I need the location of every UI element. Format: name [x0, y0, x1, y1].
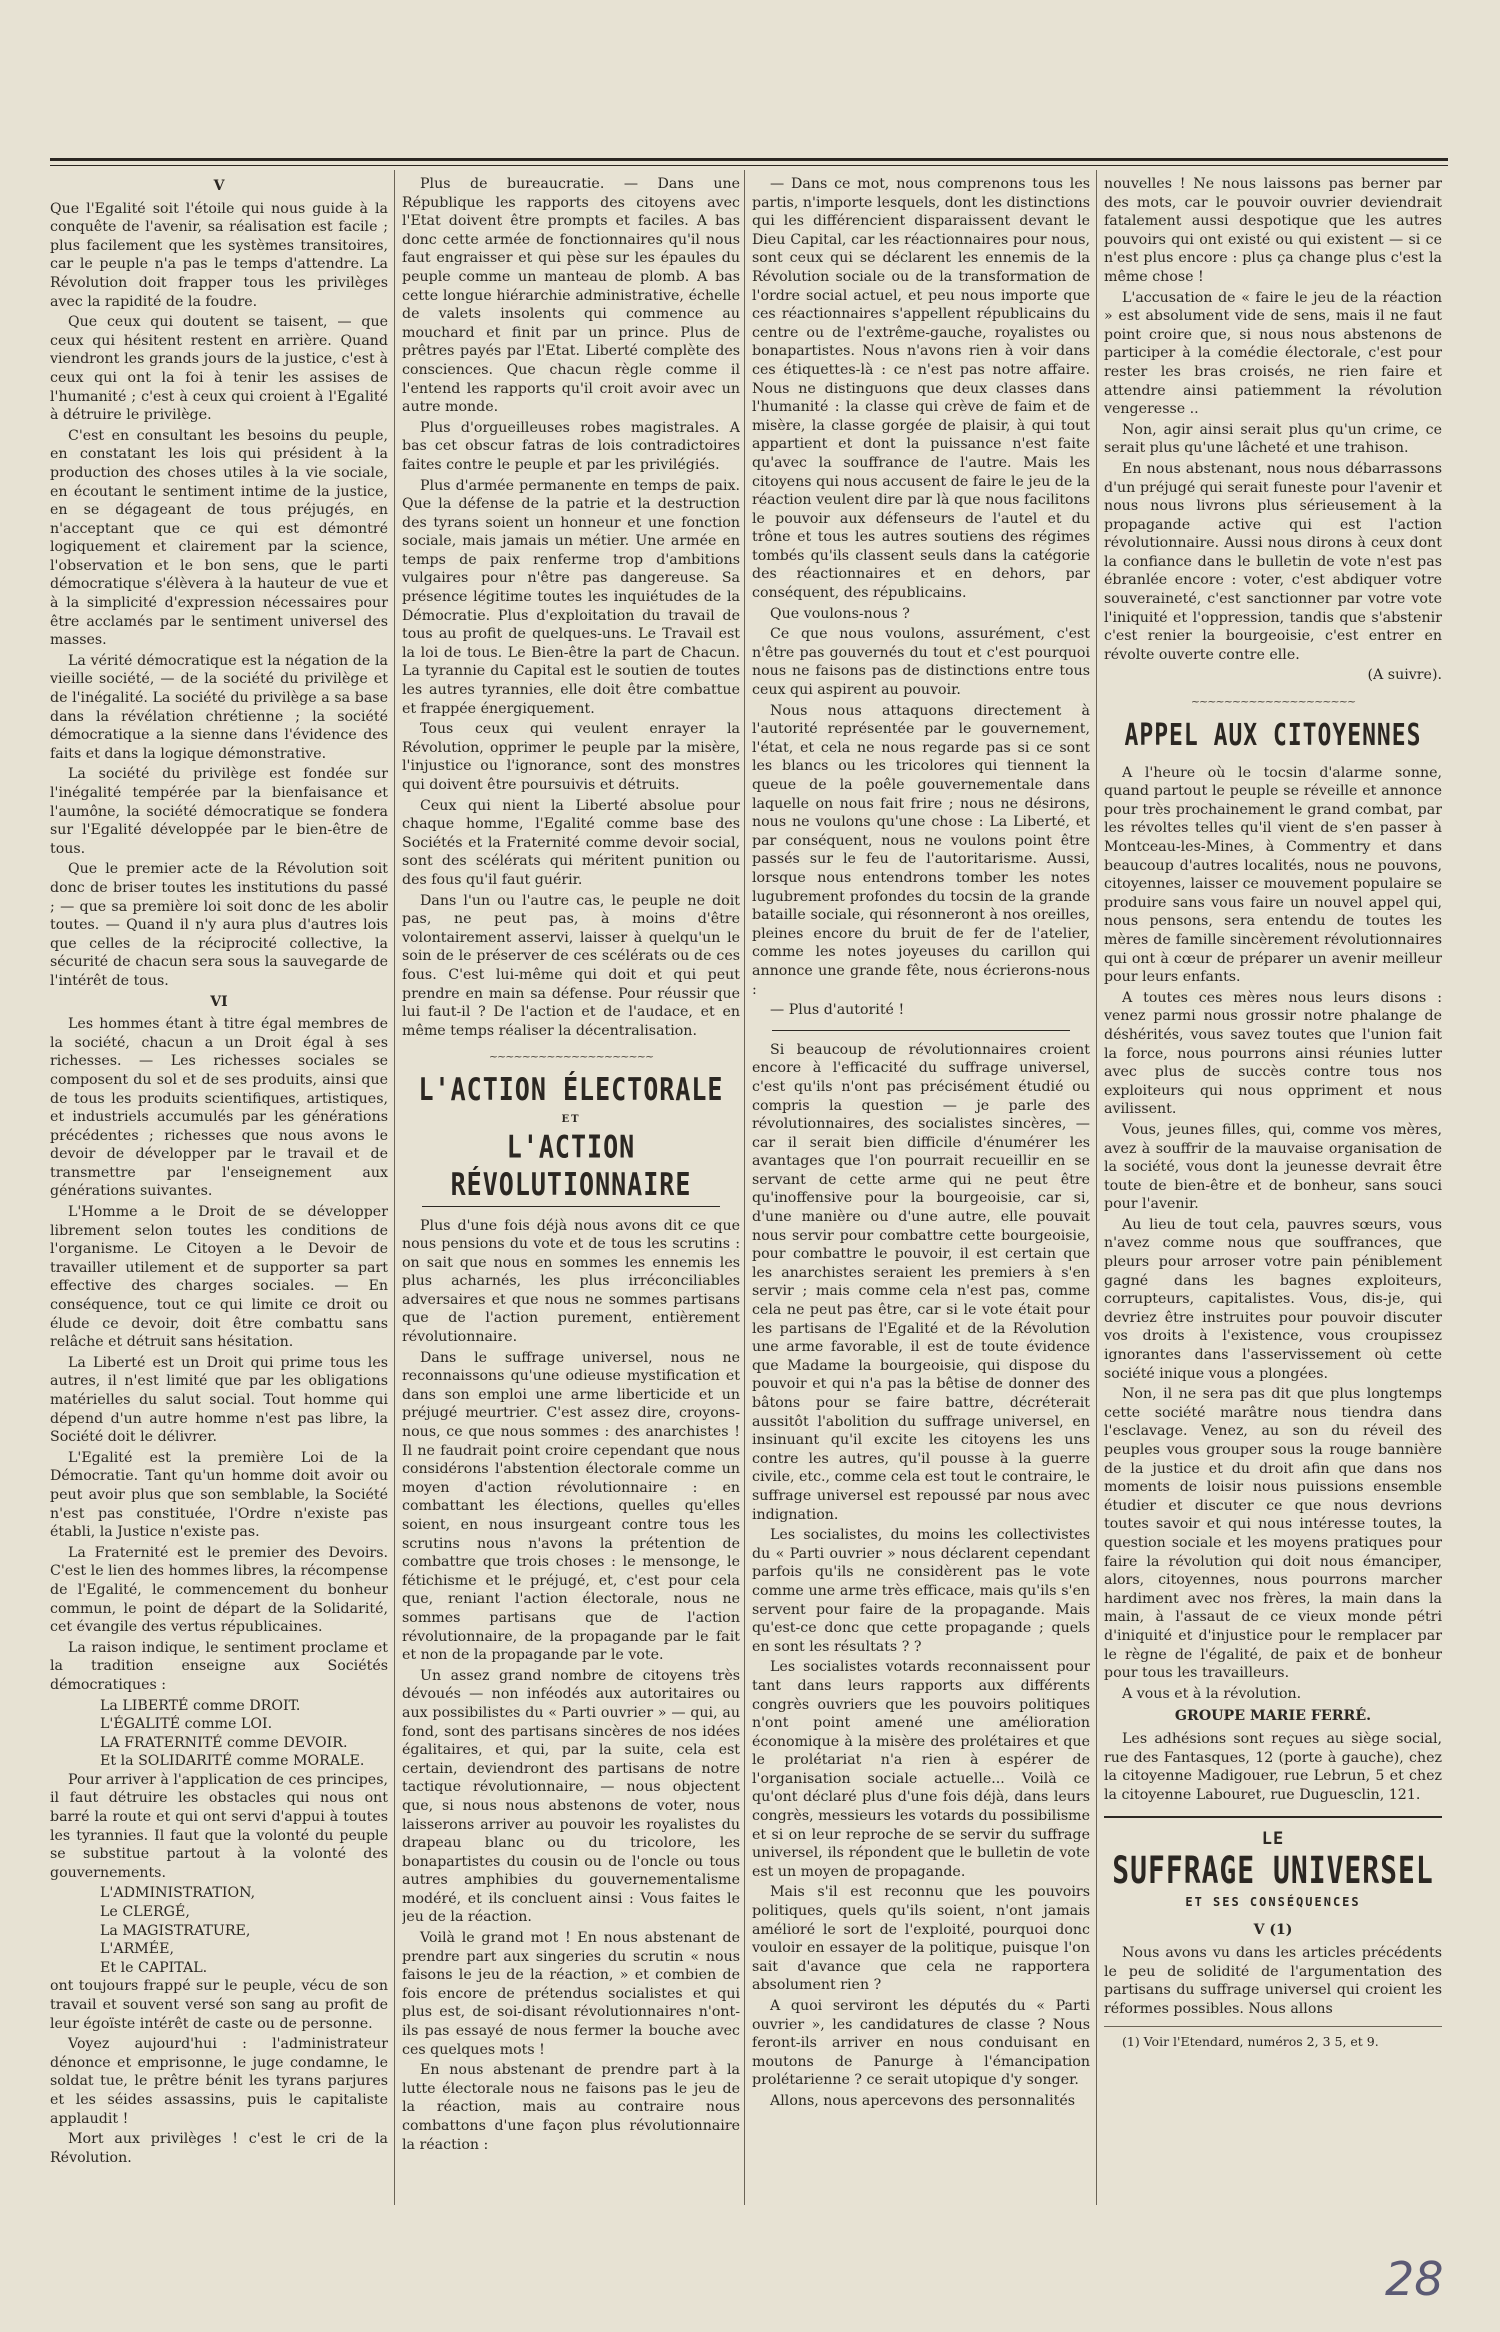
paragraph: Que le premier acte de la Révolution soit donc de briser toutes les institutions du passé ; — que sa première loi soit donc de les abolir toutes. — Quand il n'y aura plus d'autres lois que celles de la réciprocité collective, la sécurité de chacun sera sous la sauvegarde de l'intérêt de tous. [50, 861, 388, 989]
paragraph: Les socialistes, du moins les collectivistes du « Parti ouvrier » nous déclarent cependant parfois qu'ils ne considèrent pas le vote comme une arme très efficace, mais qu'ils s'en servent pour faire de la propagande. Mais qu'est-ce donc que cette propagande ; quels en sont les résultats ? ? [752, 1527, 1090, 1655]
paragraph: Au lieu de tout cela, pauvres sœurs, vous n'avez comme nous que souffrances, que pleurs pour arroser votre pain péniblement gagné dans les bagnes exploiteurs, corrupteurs, capitalistes. Vous, dis-je, qui devriez être instruites pour pouvoir discuter vos droits à l'existence, vous croupissez ignorantes dans l'asservissement où cette société inique vous a plongées. [1104, 1216, 1442, 1382]
paragraph: La raison indique, le sentiment proclame et la tradition enseigne aux Sociétés démocratiques : [50, 1639, 388, 1693]
paragraph: Un assez grand nombre de citoyens très dévoués — non inféodés aux autoritaires ou aux possibilistes du « Parti ouvrier » — qui, au fond, sont des partisans sincères de nos idées égalitaires, et qui, par la suite, cela est certain, deviendront des partisans de notre tactique révolutionnaire, — nous objectent que, si nous nous abstenons de voter, nous laisserons arriver au pouvoir les royalistes du drapeau blanc ou du tricolore, les bonapartistes du cousin ou de l'oncle ou tous autres amphibies du gouvernementalisme modéré, et ils concluent ainsi : Vous faites le jeu de la réaction. [402, 1667, 740, 1926]
divider [1104, 1816, 1442, 1818]
paragraph: La Fraternité est le premier des Devoirs. C'est le lien des hommes libres, la récompense de l'Egalité, le commencement du bonheur commun, le point de départ de la Solidarité, cet évangile des vertus républicaines. [50, 1544, 388, 1636]
list-item: Le CLERGÉ, [100, 1904, 190, 1921]
section-number: V [213, 178, 225, 194]
paragraph: Non, il ne sera pas dit que plus longtemps cette société marâtre nous tiendra dans l'esclavage. Venez, au son du réveil des peuples vous grouper sous la rouge bannière de la justice et du droit afin que dans nos moments de loisir nous puissions ensemble étudier et discuter ce que nous devrions toutes savoir et qui nous intéresse toutes, la question sociale et les moyens pratiques pour faire la révolution qui doit nous émanciper, alors, citoyennes, nous pourrons marcher hardiment avec nos frères, la main dans la main, à l'assaut de ce vieux monde pétri d'iniquité et d'injustice pour le remplacer par le règne de l'égalité, de paix et de bonheur pour tous les travailleurs. [1104, 1386, 1442, 1682]
paragraph: Mais s'il est reconnu que les pouvoirs politiques, quels qu'ils soient, n'ont jamais amélioré le sort de l'exploité, pourquoi donc vouloir en essayer de la politique, puisque l'on sait d'avance que cela ne rapportera absolument rien ? [752, 1884, 1090, 1994]
footnote: (1) Voir l'Etendard, numéros 2, 3 5, et 9. [1104, 2026, 1442, 2052]
paragraph: C'est en consultant les besoins du peuple, en constatant les lois qui président à la production des choses utiles à la vie sociale, en écoutant le sentiment intime de la justice, en se dégageant de tous préjugés, en n'acceptant que ce qui est démontré logiquement et clairement par la science, l'observation et le bon sens, que le parti démocratique s'élèvera à la hauteur de vue et à la simplicité d'expression nécessaires pour être acclamés par le sentiment universel des masses. [50, 427, 388, 649]
paragraph: Non, agir ainsi serait plus qu'un crime, ce serait plus qu'une lâcheté et une trahison. [1104, 421, 1442, 457]
column-separator [394, 170, 395, 2205]
paragraph: La Liberté est un Droit qui prime tous les autres, il n'est limité que par les obligations matérielles du salut social. Tout homme qui dépend d'un autre homme n'est pas libre, la Société doit le délivrer. [50, 1354, 388, 1446]
paragraph: A quoi serviront les députés du « Parti ouvrier », les candidatures de classe ? Nous feront-ils arriver en nous conduisant en moutons de Panurge à l'émancipation prolétarienne ? ce serait utopique d'y songer. [752, 1998, 1090, 2089]
paragraph: — Dans ce mot, nous comprenons tous les partis, n'importe lesquels, dont les distinctions qui les différencient disparaissent devant le Dieu Capital, car les réactionnaires pour nous, sont ceux qui se déclarent les ennemis de la Révolution sociale ou de la transformation de l'ordre social actuel, et peu nous importe que ces réactionnaires s'appellent républicains du centre ou de l'extrême-gauche, royalistes ou bonapartistes. Nous n'avons rien à voir dans ces étiquettes-là : ce n'est pas notre affaire. Nous ne distinguons que deux classes dans l'humanité : la classe qui crève de faim et de misère, la classe gorgée de plaisir, à qui tout appartient et dont la puissance n'est faite qu'avec la souffrance de l'autre. Mais les citoyens qui nous accusent de faire le jeu de la réaction veulent dire par là que nous facilitons le pouvoir aux défenseurs de l'autel et du trône et tous les autres soutiens des régimes tombés qu'ils classent seuls dans la catégorie des réactionnaires et en dehors, par conséquent, des républicains. [752, 176, 1090, 602]
section-number: VI [210, 993, 228, 1010]
article-subtitle: ET SES CONSÉQUENCES [1185, 1894, 1361, 1909]
article-title-conjunction: ET [561, 1113, 581, 1125]
paragraph: A toutes ces mères nous leurs disons : venez parmi nous grossir notre phalange de déshérités, vous savez toutes que l'union fait la force, nous pourrons ainsi réunies lutter avec plus de succès contre tous nos exploiteurs qui nous oppriment et nous avilissent. [1104, 989, 1442, 1118]
paragraph: En nous abstenant, nous nous débarrassons d'un préjugé qui serait funeste pour l'avenir et nous nous livrons plus sérieusement à la propagande active qui est l'action révolutionnaire. Aussi nous dirons à ceux dont la confiance dans le bulletin de vote n'est pas ébranlée encore : voter, c'est abdiquer votre souveraineté, c'est sanctionner par votre vote l'iniquité et l'oppression, tandis que s'abstenir c'est renier la bourgeoisie, c'est entrer en révolte ouverte contre elle. [1104, 460, 1442, 663]
paragraph: Allons, nous apercevons des personnalités [770, 2092, 1075, 2109]
page-number-stamp: 28 [1385, 2252, 1444, 2306]
paragraph: La vérité démocratique est la négation de la vieille société, — de la société du privilège et de l'inégalité. La société du privilège a sa base dans la révélation chrétienne ; la société démocratique a la sienne dans l'évidence des faits et dans la logique démonstrative. [50, 652, 388, 762]
signature: GROUPE MARIE FERRÉ. [1174, 1708, 1372, 1725]
paragraph: En nous abstenant de prendre part à la lutte électorale nous ne faisons pas le jeu de la réaction, mais au contraire nous combattons d'une façon plus révolutionnaire la réaction : [402, 2062, 740, 2153]
paragraph: Vous, jeunes filles, qui, comme vos mères, avez à souffrir de la mauvaise organisation de la société, vous dont la jeunesse devrait être toute de bien-être et de bonheur, sans souci pour l'avenir. [1104, 1121, 1442, 1213]
paragraph: ont toujours frappé sur le peuple, vécu de son travail et souvent versé son sang au profit de leur égoïste intérêt de caste ou de personne. [50, 1978, 388, 2032]
article-title: APPEL AUX CITOYENNES [1124, 718, 1422, 753]
list-item: L'ARMÉE, [100, 1941, 174, 1958]
paragraph: nouvelles ! Ne nous laissons pas berner par des mots, car le pouvoir ouvrier deviendrait fatalement aussi despotique que les autres pouvoirs qui ont existé ou qui existent — si ce n'est plus encore : plus ça change plus c'est la même chose ! [1104, 176, 1442, 285]
paragraph: Dans l'un ou l'autre cas, le peuple ne doit pas, ne peut pas, à moins d'être volontairement asservi, laisser à quelqu'un le soin de le préserver de ces scélérats ou de ces fous. C'est lui-même qui doit et qui peut prendre en main sa défense. Pour réussir que lui faut-il ? De l'action et de l'audace, et en même temps réaliser la décentralisation. [402, 892, 740, 1039]
paragraph: Voilà le grand mot ! En nous abstenant de prendre part aux singeries du scrutin « nous faisons le jeu de la réaction, » et combien de fois encore de prétendus socialistes et qui plus est, de soi-disant révolutionnaires n'ont-ils pas essayé de nous fermer la bouche avec ces quelques mots ! [402, 1930, 740, 2058]
principles-list [50, 1697, 388, 1771]
ornament-divider: ~~~~~~~~~~~~~~~~~~~~ [1190, 695, 1356, 709]
list-item: LA FRATERNITÉ comme DEVOIR. [100, 1734, 348, 1751]
column-1 [50, 175, 388, 2195]
list-item: L'ADMINISTRATION, [100, 1885, 256, 1902]
column-4 [1104, 175, 1442, 2195]
divider [422, 1206, 720, 1207]
section-number: V (1) [1253, 1922, 1293, 1939]
paragraph: A vous et à la révolution. [1122, 1685, 1302, 1702]
column-separator [1096, 170, 1097, 2205]
paragraph: Que voulons-nous ? [770, 605, 910, 622]
list-item: L'ÉGALITÉ comme LOI. [100, 1716, 273, 1733]
paragraph: L'accusation de « faire le jeu de la réaction » est absolument vide de sens, mais il ne faut point croire que, si nous nous abstenons de participer à la comédie électorale, c'est pour rester les bras croisés, ne rien faire et attendre ainsi patiemment la révolution vengeresse .. [1104, 289, 1442, 418]
column-2 [402, 175, 740, 2195]
article-title-line-2: SUFFRAGE UNIVERSEL [1112, 1847, 1434, 1893]
paragraph: Les adhésions sont reçues au siège social, rue des Fantasques, 12 (porte à gauche), chez la citoyenne Madigouer, rue Lebrun, 5 et chez la citoyenne Labouret, rue Duguesclin, 121. [1104, 1730, 1442, 1803]
to-be-continued: (A suivre). [1367, 667, 1442, 684]
paragraph: Que ceux qui doutent se taisent, — que ceux qui hésitent restent en arrière. Quand viendront les grands jours de la justice, c'est à ceux qui ont la foi à tenir les assises de l'humanité ; c'est à ceux qui croient à l'Egalité à détruire le privilège. [50, 314, 388, 424]
paragraph: Ceux qui nient la Liberté absolue pour chaque homme, l'Egalité comme base des Sociétés et la Fraternité comme devoir social, sont des scélérats qui méritent punition ou des fous qu'il faut guérir. [402, 797, 740, 888]
ornament-divider: ~~~~~~~~~~~~~~~~~~~~ [488, 1050, 654, 1064]
paragraph: Ce que nous voulons, assurément, c'est n'être pas gouvernés du tout et c'est pourquoi nous ne faisons pas de distinctions entre tous ceux qui aspirent au pouvoir. [752, 626, 1090, 699]
paragraph: Que l'Egalité soit l'étoile qui nous guide à la conquête de l'avenir, sa réalisation est facile ; plus facilement que les systèmes transitoires, car le peuple n'a pas le temps d'attendre. La Révolution doit frapper tous les privilèges avec la rapidité de la foudre. [50, 200, 388, 310]
article-title-line-2: L'ACTION RÉVOLUTIONNAIRE [450, 1128, 692, 1202]
paragraph: Voyez aujourd'hui : l'administrateur dénonce et emprisonne, le juge condamne, le soldat tue, le prêtre bénit les tyrans parjures et les séides assassins, puis le capitaliste applaudit ! [50, 2036, 388, 2127]
column-separator [744, 170, 745, 2205]
paragraph: Tous ceux qui veulent enrayer la Révolution, opprimer le peuple par la misère, l'injustice ou l'ignorance, sont des monstres qui doivent être poursuivis et détruits. [402, 721, 740, 793]
article-title-line-1: LE [1261, 1829, 1285, 1850]
article-title-line-1: L'ACTION ÉLECTORALE [418, 1071, 724, 1108]
paragraph: Plus de bureaucratie. — Dans une République les rapports des citoyens avec l'Etat doivent être prompts et faciles. A bas donc cette armée de fonctionnaires qu'il nous faut engraisser et qui pèse sur les épaules du peuple comme un manteau de plomb. A bas cette longue hiérarchie administrative, échelle de valets insolents qui commence au mouchard et finit par un prince. Plus de prêtres payés par l'Etat. Liberté complète des consciences. Que chacun règle comme il l'entend les rapports qu'il croit avoir avec un autre monde. [402, 176, 740, 416]
paragraph: Plus d'armée permanente en temps de paix. Que la défense de la patrie et la destruction des tyrans soient un honneur et une fonction sociale, mais jamais un métier. Une armée en temps de paix renferme trop d'ambitions vulgaires pour n'être pas dangereuse. Sa présence légitime toutes les inquiétudes de la Démocratie. Plus d'exploitation du travail de tous au profit de quelques-uns. Le Travail est la loi de tous. Le Bien-être la part de Chacun. La tyrannie du Capital est le soutien de toutes les autres tyrannies, elle doit être combattue et frappée énergiquement. [402, 477, 740, 717]
paragraph: L'Homme a le Droit de se développer librement selon toutes les conditions de l'organisme. Le Citoyen a le Devoir de travailler utilement et de supporter sa part effective des charges sociales. — En conséquence, tout ce qui limite ce droit ou élude ce devoir, doit être combattu sans relâche et détruit sans hésitation. [50, 1204, 388, 1351]
list-item: La MAGISTRATURE, [100, 1922, 251, 1939]
paragraph: Plus d'orgueilleuses robes magistrales. A bas cet obscur fatras de lois contradictoires faites contre le peuple et par les privilégiés. [402, 419, 740, 473]
paragraph: La société du privilège est fondée sur l'inégalité tempérée par la bienfaisance et l'aumône, la société démocratique se fondera sur l'Egalité développée par le bien-être de tous. [50, 766, 388, 857]
paragraph: Plus d'une fois déjà nous avons dit ce que nous pensions du vote et de tous les scrutins : on sait que nous en sommes les ennemis les plus acharnés, les plus irréconciliables adversaires et que nous ne sommes partisans que de l'action purement, entièrement révolutionnaire. [402, 1217, 740, 1346]
paragraph: Nous nous attaquons directement à l'autorité représentée par le gouvernement, l'état, et cela ne nous regarde pas si ce sont les blancs ou les tricolores qui tiennent la queue de la poêle gouvernementale dans laquelle on nous fait frire ; nous ne désirons, nous ne voulons qu'une chose : La Liberté, et par conséquent, nous ne voulons point être passés sur le feu de l'autoritarisme. Aussi, lorsque nous entendrons tomber les notes lugubrement profondes du tocsin de la grande bataille sociale, qui résonneront à nos oreilles, pleines encore du bruit de fer de l'atelier, comme les notes joyeuses du carillon qui annonce une grande fête, nous écrierons-nous : [752, 702, 1090, 998]
paragraph: Les socialistes votards reconnaissent pour tant dans leurs rapports aux différents congrès ouvriers que les pouvoirs politiques n'ont point amené une amélioration économique à la misère des prolétaires et que le prolétariat n'a rien à espérer de l'organisation sociale actuelle... Voilà ce qu'ont déclaré plus d'une fois déjà, dans leurs congrès, messieurs les votards du possibilisme et si on leur reproche de se servir du suffrage universel, ils répondent que le bulletin de vote est un moyen de propagande. [752, 1659, 1090, 1880]
paragraph: A l'heure où le tocsin d'alarme sonne, quand partout le peuple se réveille et annonce pour très prochainement le grand combat, par les révoltes telles qu'il vient de s'en passer à Montceau-les-Mines, à Commentry et dans beaucoup d'autres localités, nous ne pouvons, citoyennes, laisser ce mouvement populaire se produire sans vous faire un nouvel appel qui, nous pensons, sera entendu de toutes les mères de famille sincèrement révolutionnaires qui ont à cœur de préparer un avenir meilleur pour leurs enfants. [1104, 764, 1442, 986]
paragraph: L'Egalité est la première Loi de la Démocratie. Tant qu'un homme doit avoir ou peut avoir plus que son semblable, la Société n'est pas constituée, l'Ordre n'existe pas établi, la Justice n'existe pas. [50, 1449, 388, 1541]
paragraph: Mort aux privilèges ! c'est le cri de la Révolution. [50, 2131, 388, 2166]
paragraph: Si beaucoup de révolutionnaires croient encore à l'efficacité du suffrage universel, c'est qu'ils n'ont pas précisément étudié ou compris la question — je parle des révolutionnaires, des socialistes sincères, — car il serait bien difficile d'énumérer les avantages que l'on pourrait recueillir en se servant de cette arme qui ne peut être qu'inoffensive pour la bourgeoisie, car si, d'une manière ou d'une autre, elle pouvait nous servir pour combattre cette bourgeoisie, pour combattre le pouvoir, il est certain que les anarchistes seraient les premiers à s'en servir ; mais comme cela n'est pas, comme cela ne peut pas être, car si le vote était pour les partisans de l'Egalité et de la Révolution une arme favorable, il est de toute évidence que Madame la bourgeoisie, qui dispose du pouvoir et qui n'a pas la bêtise de donner des bâtons pour se faire battre, décréterait aussitôt l'abolition du suffrage universel, en insinuant qu'il excite les citoyens les uns contre les autres, qu'il pousse à la guerre civile, etc., comme cela est tout le contraire, le suffrage universel est repoussé par nous avec indignation. [752, 1041, 1090, 1523]
paragraph: Pour arriver à l'application de ces principes, il faut détruire les obstacles qui nous ont barré la route et qui ont servi d'appui à toutes les tyrannies. Il faut que la volonté du peuple se substitue partout à la volonté des gouvernements. [50, 1771, 388, 1881]
list-item: Et le CAPITAL. [100, 1959, 208, 1976]
top-rule [50, 158, 1448, 166]
paragraph: Les hommes étant à titre égal membres de la société, chacun a un Droit égal à ses richesses. — Les richesses sociales se composent du sol et de ses produits, ainsi que de tous les produits scientifiques, artistiques, et industriels accumulés par les générations précédentes ; richesses que nous avons le devoir de développer par le travail et de transmettre par l'enseignement aux générations suivantes. [50, 1016, 388, 1200]
institutions-list [50, 1884, 388, 1977]
list-item: Et la SOLIDARITÉ comme MORALE. [100, 1753, 365, 1770]
paragraph: Dans le suffrage universel, nous ne reconnaissons qu'une odieuse mystification et dans son emploi une arme liberticide et un préjugé meurtrier. C'est assez dire, croyons-nous, ce que nous sommes : des anarchistes ! Il ne faudrait point croire cependant que nous considérons l'abstention électorale comme un moyen d'action révolutionnaire : en combattant les élections, quelles qu'elles soient, en nous insurgeant contre tous les scrutins nous n'avons la prétention de combattre que trois choses : le mensonge, le fétichisme et le préjugé, et, c'est pour cela que, reniant l'action électorale, nous ne sommes partisans que de l'action révolutionnaire, de la propagande par le fait et non de la propagande par le vote. [402, 1349, 740, 1664]
list-item: La LIBERTÉ comme DROIT. [100, 1697, 301, 1714]
paragraph: Nous avons vu dans les articles précédents le peu de solidité de l'argumentation des partisans du suffrage universel qui croient les réformes possibles. Nous allons [1104, 1945, 1442, 2017]
column-3 [752, 175, 1090, 2195]
paragraph: — Plus d'autorité ! [770, 1002, 905, 1019]
divider [772, 1030, 1070, 1031]
